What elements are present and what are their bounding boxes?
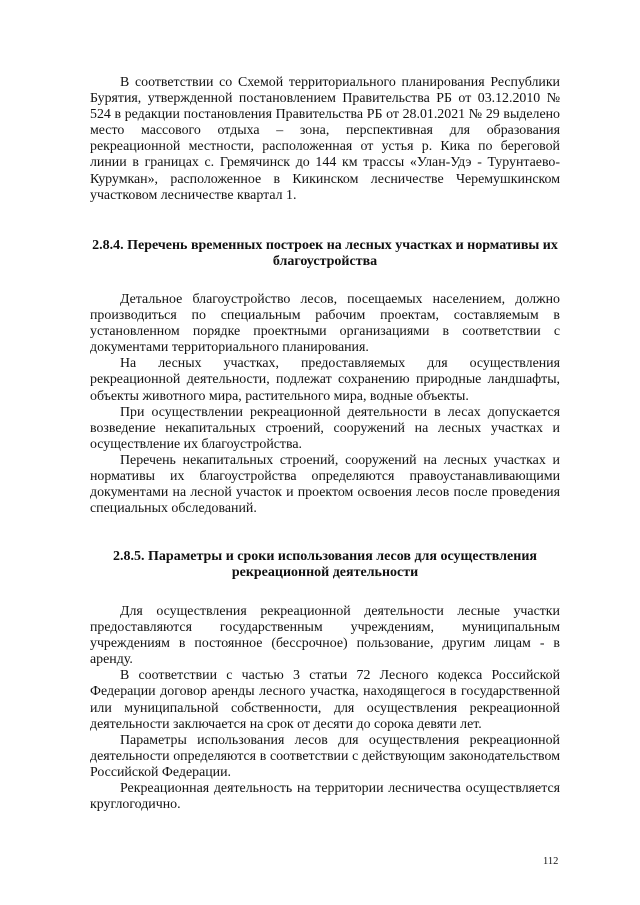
section-2-8-5-text — [90, 604, 560, 813]
section-2-8-5-paragraph-1: Для осуществления рекреационной деятельности лесные участки предоставляются государственным учреждениям, муниципальным учреждениям в постоянное (бессрочное) пользование, другим лицам - в аренду. — [90, 604, 560, 668]
section-2-8-4-paragraph-1: Детальное благоустройство лесов, посещаемых населением, должно производиться по специальным рабочим проектам, составляемым в установленном порядке проектными организациями в соответствии с документами территориального планирования. — [90, 292, 560, 356]
section-2-8-5-paragraph-4: Рекреационная деятельность на территории лесничества осуществляется круглогодично. — [90, 781, 560, 813]
section-2-8-5-paragraph-2: В соответствии с частью 3 статьи 72 Лесного кодекса Российской Федерации договор аренды лесного участка, находящегося в государственной или муниципальной собственности, для осуществления рекреационной деятельности заключается на срок от десяти до сорока девяти лет. — [90, 668, 560, 732]
section-2-8-4-text — [90, 292, 560, 517]
section-2-8-5-heading: 2.8.5. Параметры и сроки использования лесов для осуществления рекреационной деятельности — [113, 549, 537, 581]
section-2-8-4-paragraph-4: Перечень некапитальных строений, сооружений на лесных участках и нормативы их благоустройства определяются правоустанавливающими документами на лесной участок и проектом освоения лесов после проведения специальных обследований. — [90, 452, 560, 517]
intro-paragraph-1: В соответствии со Схемой территориального планирования Республики Бурятия, утвержденной постановлением Правительства РБ от 03.12.2010 № 524 в редакции постановления Правительства РБ от 28.01.2021 № 29 выделено место массового отдыха – зона, перспективная для образования рекреационной местности, расположенная от устья р. Кика по береговой линии в границах с. Гремячинск до 144 км трассы «Улан-Удэ - Турунтаево-Курумкан», расположенное в Кикинском лесничестве Черемушкинском участковом лесничестве квартал 1. — [90, 75, 560, 203]
intro-text — [90, 75, 560, 204]
section-2-8-4-paragraph-2: На лесных участках, предоставляемых для осуществления рекреационной деятельности, подлежат сохранению природные ландшафты, объекты животного мира, растительного мира, водные объекты. — [90, 356, 560, 404]
section-2-8-4-heading: 2.8.4. Перечень временных построек на лесных участках и нормативы их благоустройства — [92, 238, 558, 270]
section-2-8-4-paragraph-3: При осуществлении рекреационной деятельности в лесах допускается возведение некапитальных строений, сооружений на лесных участках и осуществление их благоустройства. — [90, 404, 560, 452]
page-number: 112 — [543, 856, 559, 867]
section-2-8-5-paragraph-3: Параметры использования лесов для осуществления рекреационной деятельности определяются в соответствии с действующим законодательством Российской Федерации. — [90, 732, 560, 780]
